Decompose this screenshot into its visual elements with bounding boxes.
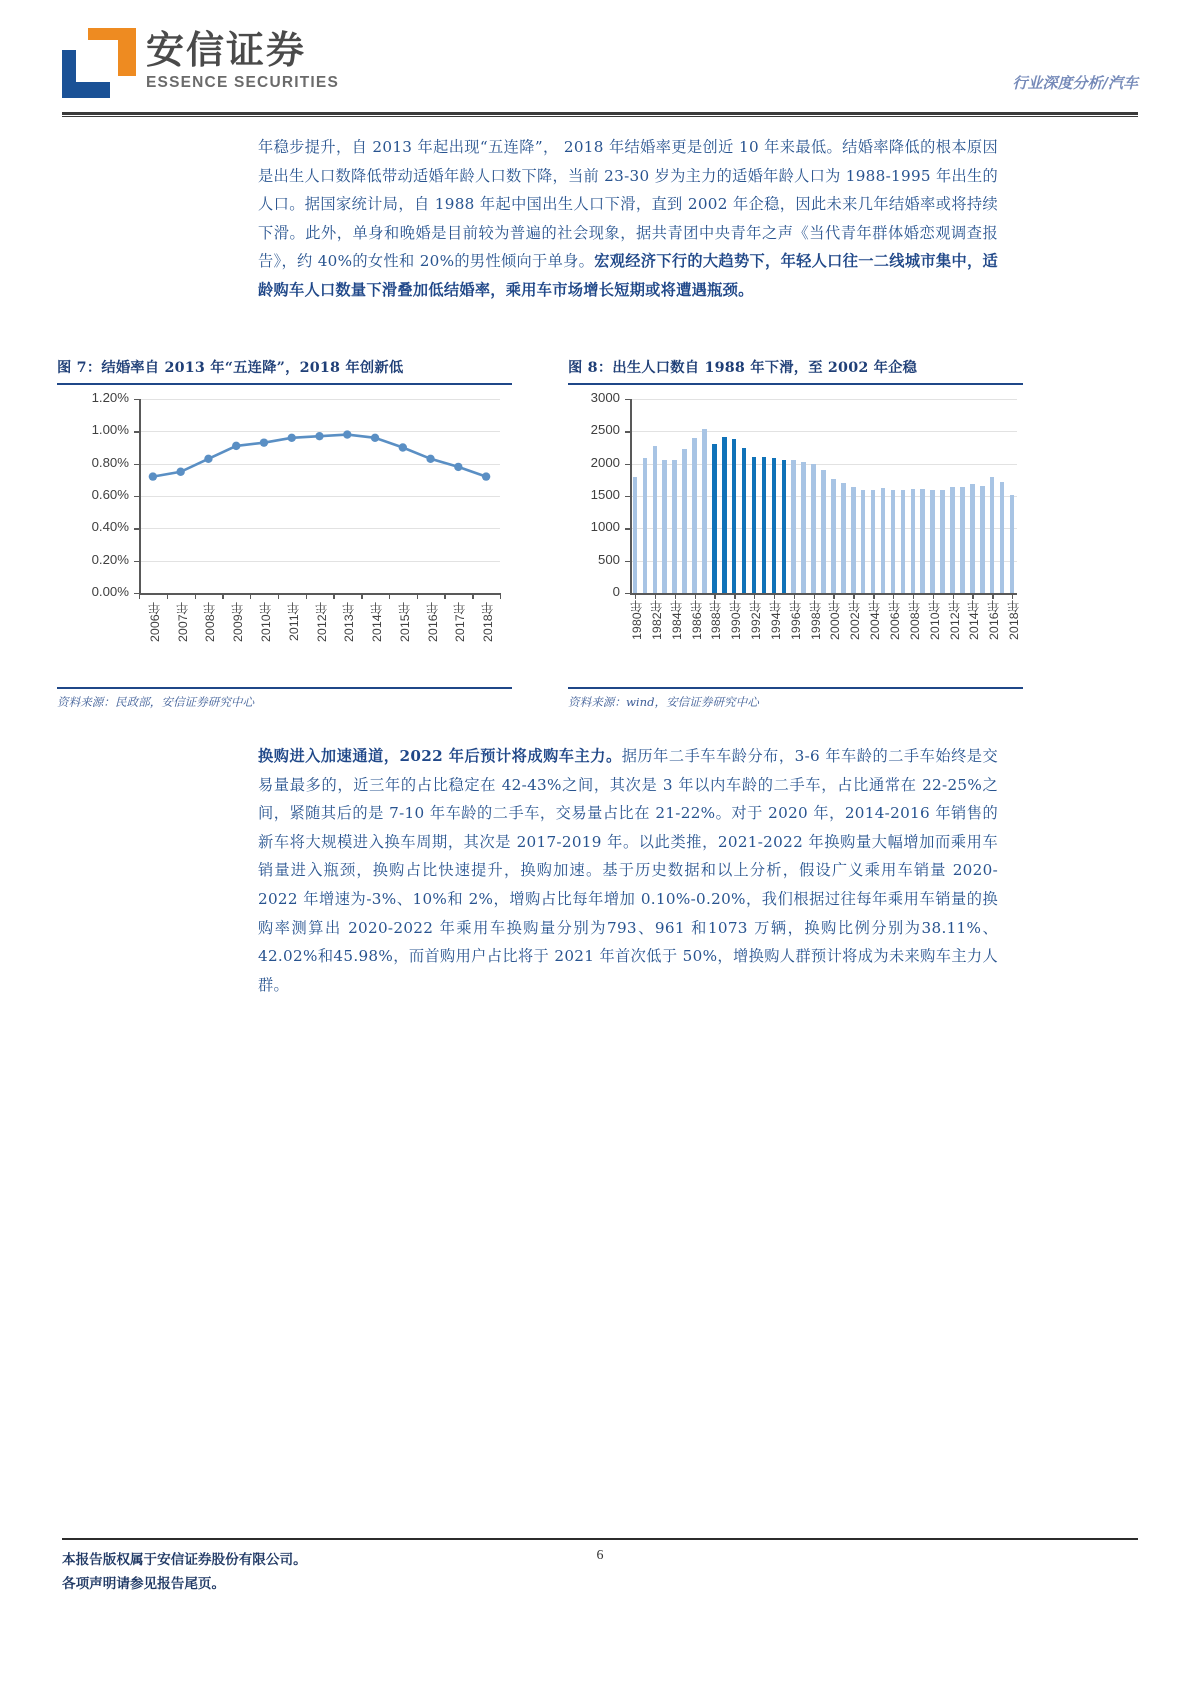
bar: [791, 460, 796, 593]
x-axis-tick-label: 2015年: [397, 602, 412, 642]
x-axis-tick-label: 2010年: [258, 602, 273, 642]
data-point: [176, 468, 184, 476]
y-axis-tick-label: 1000: [590, 519, 620, 535]
bar: [1000, 482, 1005, 593]
figure-7-title: 图 7：结婚率自 2013 年“五连降”，2018 年创新低: [57, 360, 404, 376]
y-axis-tick-label: 500: [597, 551, 620, 567]
bar: [801, 462, 806, 593]
brand-name-cn: 安信证券: [146, 28, 307, 72]
data-point: [426, 455, 434, 463]
bar: [1010, 495, 1015, 593]
data-point: [371, 434, 379, 442]
bar: [881, 488, 886, 593]
x-axis-tick: [774, 593, 775, 599]
bar: [633, 477, 638, 593]
gridline: [630, 399, 1017, 400]
x-axis-tick-label: 2000年: [828, 600, 843, 640]
x-axis-tick-label: 1988年: [709, 600, 724, 640]
x-axis-tick-label: 2009年: [231, 602, 246, 642]
x-axis-tick: [695, 593, 696, 599]
figure-8-plot: [568, 385, 1023, 685]
x-axis-tick: [655, 593, 656, 599]
x-axis-tick: [814, 593, 815, 599]
page-number: 6: [596, 1548, 604, 1563]
essence-logo-icon: [62, 28, 136, 98]
data-point: [149, 472, 157, 480]
bar: [732, 439, 737, 593]
x-axis-tick-label: 2014年: [370, 602, 385, 642]
bar: [672, 460, 677, 593]
y-axis: [630, 399, 632, 593]
bar: [950, 487, 955, 593]
brand-name-en: ESSENCE SECURITIES: [146, 74, 340, 91]
bar: [960, 487, 965, 593]
x-axis-tick: [953, 593, 954, 599]
data-point: [288, 434, 296, 442]
x-axis-tick-label: 2018年: [481, 602, 496, 642]
bar: [930, 490, 935, 593]
x-axis-tick-label: 1998年: [808, 600, 823, 640]
bar: [772, 458, 777, 593]
bar: [712, 444, 717, 593]
bar: [702, 429, 707, 593]
bar: [662, 460, 667, 593]
x-axis-tick-label: 1986年: [689, 600, 704, 640]
data-point: [260, 438, 268, 446]
bar: [742, 448, 747, 594]
y-axis-tick-label: 2000: [590, 454, 620, 470]
bar: [851, 487, 856, 593]
y-axis-tick-label: 1500: [590, 487, 620, 502]
data-point: [315, 432, 323, 440]
x-axis-tick: [913, 593, 914, 599]
data-point: [454, 463, 462, 471]
document-category: 行业深度分析/汽车: [1012, 74, 1138, 92]
bar: [841, 483, 846, 593]
bar: [643, 458, 648, 593]
footer-divider: [62, 1538, 1138, 1540]
x-axis-tick: [853, 593, 854, 599]
header-divider: [62, 112, 1138, 115]
x-axis-tick-label: 1982年: [649, 600, 664, 640]
bar: [940, 490, 945, 593]
figure-7-source: 资料来源：民政部，安信证券研究中心: [57, 694, 255, 709]
x-axis-tick-label: 2008年: [203, 602, 218, 642]
x-axis-tick-label: 2013年: [342, 602, 357, 642]
x-axis-tick-label: 1990年: [729, 600, 744, 640]
x-axis-tick: [893, 593, 894, 599]
x-axis-tick-label: 2010年: [927, 600, 942, 640]
bar: [821, 470, 826, 593]
bar: [990, 477, 995, 593]
x-axis-tick-label: 2014年: [967, 600, 982, 640]
y-axis-tick-label: 0.60%: [91, 487, 129, 502]
figure-8-source: 资料来源：wind，安信证券研究中心: [568, 694, 759, 709]
data-point: [204, 455, 212, 463]
x-axis-tick-label: 2006年: [887, 600, 902, 640]
x-axis-tick: [675, 593, 676, 599]
x-axis-tick-label: 1984年: [669, 600, 684, 640]
y-axis-tick-label: 1.00%: [91, 422, 129, 438]
footer-disclaimer-line-1: 本报告版权属于安信证券股份有限公司。: [62, 1552, 307, 1568]
gridline: [630, 431, 1017, 432]
x-axis: [630, 593, 1017, 595]
bar: [891, 490, 896, 593]
bar: [831, 479, 836, 593]
bar: [901, 490, 906, 593]
x-axis-tick: [734, 593, 735, 599]
figure-8: [568, 357, 1023, 710]
y-axis-tick-label: 0: [612, 584, 620, 599]
bar: [911, 489, 916, 593]
x-axis-tick-label: 2002年: [848, 600, 863, 640]
x-axis-tick-label: 2018年: [1007, 600, 1022, 640]
figure-7-plot: [57, 385, 512, 685]
x-axis-tick: [754, 593, 755, 599]
x-axis-tick-label: 2008年: [907, 600, 922, 640]
x-axis-tick-label: 1996年: [788, 600, 803, 640]
y-axis-tick-label: 0.00%: [91, 584, 129, 599]
x-axis-tick-label: 2006年: [147, 602, 162, 642]
bar: [722, 437, 727, 593]
footer-disclaimer-line-2: 各项声明请参见报告尾页。: [62, 1576, 226, 1592]
y-axis-tick-label: 0.40%: [91, 519, 129, 535]
bar: [752, 457, 757, 593]
x-axis-tick: [635, 593, 636, 599]
y-axis-tick-label: 0.80%: [91, 454, 129, 470]
x-axis-tick: [972, 593, 973, 599]
paragraph-marriage-rate: 年稳步提升，自 2013 年起出现“五连降”， 2018 年结婚率更是创近 10 年来最低。结婚率降低的根本原因是出生人口数降低带动适婚年龄人口数下降，当前 23-30 岁为主力的适婚年龄人口为 1988-1995 年出生的人口。据国家统计局，自 1988 年起中国出生人口下滑，直到 2002 年企稳，因此未来几年结婚率或将持续下滑。此外，单身和晚婚是目前较为普遍的社会现象，据共青团中央青年之声《当代青年群体婚恋观调查报告》，约 40%的女性和 20%的男性倾向于单身。宏观经济下行的大趋势下，年轻人口往一二线城市集中，适龄购车人口数量下滑叠加低结婚率，乘用车市场增长短期或将遭遇瓶颈。: [258, 138, 998, 299]
x-axis-tick-label: 2016年: [987, 600, 1002, 640]
brand-logo: [62, 28, 339, 98]
bar: [861, 490, 866, 593]
bar: [762, 457, 767, 593]
y-axis-tick-label: 0.20%: [91, 551, 129, 567]
bar: [682, 449, 687, 593]
bar: [980, 486, 985, 593]
bar: [970, 484, 975, 593]
bar: [782, 460, 787, 593]
x-axis-tick-label: 1994年: [768, 600, 783, 640]
bar: [920, 489, 925, 593]
x-axis-tick: [833, 593, 834, 599]
bar: [811, 464, 816, 593]
bar: [653, 446, 658, 593]
x-axis-tick-label: 1980年: [629, 600, 644, 640]
y-axis-tick-label: 1.20%: [91, 390, 129, 405]
paragraph-replacement-purchase: 换购进入加速通道，2022 年后预计将成购车主力。据历年二手车车龄分布，3-6 年车龄的二手车始终是交易量最多的，近三年的占比稳定在 42-43%之间，其次是 3 年以内车龄的二手车，占比通常在 22-25%之间，紧随其后的是 7-10 年车龄的二手车，交易量占比在 21-22%。对于 2020 年，2014-2016 年销售的新车将大规模进入换车周期，其次是 2017-2019 年。以此类推，2021-2022 年换购量大幅增加而乘用车销量进入瓶颈，换购占比快速提升，换购加速。基于历史数据和以上分析，假设广义乘用车销量 2020-2022 年增速为-3%、10%和 2%，增购占比每年增加 0.10%-0.20%，我们根据过往每年乘用车销量的换购率测算出 2020-2022 年乘用车换购量分别为793、961 和1073 万辆，换购比例分别为38.11%、42.02%和45.98%，而首购用户占比将于 2021 年首次低于 50%，增换购人群预计将成为未来购车主力人群。: [258, 747, 998, 994]
figure-7: [57, 357, 512, 710]
gridline: [630, 464, 1017, 465]
y-axis-tick-label: 2500: [590, 422, 620, 438]
x-axis-tick-label: 2007年: [175, 602, 190, 642]
x-axis-tick: [794, 593, 795, 599]
page-header: [0, 0, 1200, 118]
x-axis-tick-label: 1992年: [749, 600, 764, 640]
x-axis-tick: [992, 593, 993, 599]
data-point: [232, 442, 240, 450]
x-axis-tick: [933, 593, 934, 599]
bar: [692, 438, 697, 593]
x-axis-tick-label: 2012年: [947, 600, 962, 640]
x-axis-tick-label: 2011年: [286, 602, 301, 642]
x-axis-tick: [873, 593, 874, 599]
y-axis-tick-label: 3000: [590, 390, 620, 405]
x-axis-tick-label: 2016年: [425, 602, 440, 642]
x-axis-tick: [714, 593, 715, 599]
x-axis-tick: [1012, 593, 1013, 599]
x-axis-tick-label: 2017年: [453, 602, 468, 642]
data-point: [482, 472, 490, 480]
header-divider-thin: [62, 116, 1138, 117]
x-axis-tick-label: 2012年: [314, 602, 329, 642]
data-point: [343, 430, 351, 438]
figure-8-title: 图 8：出生人口数自 1988 年下滑，至 2002 年企稳: [568, 360, 918, 376]
x-axis-tick-label: 2004年: [868, 600, 883, 640]
bar: [871, 490, 876, 593]
data-point: [399, 443, 407, 451]
